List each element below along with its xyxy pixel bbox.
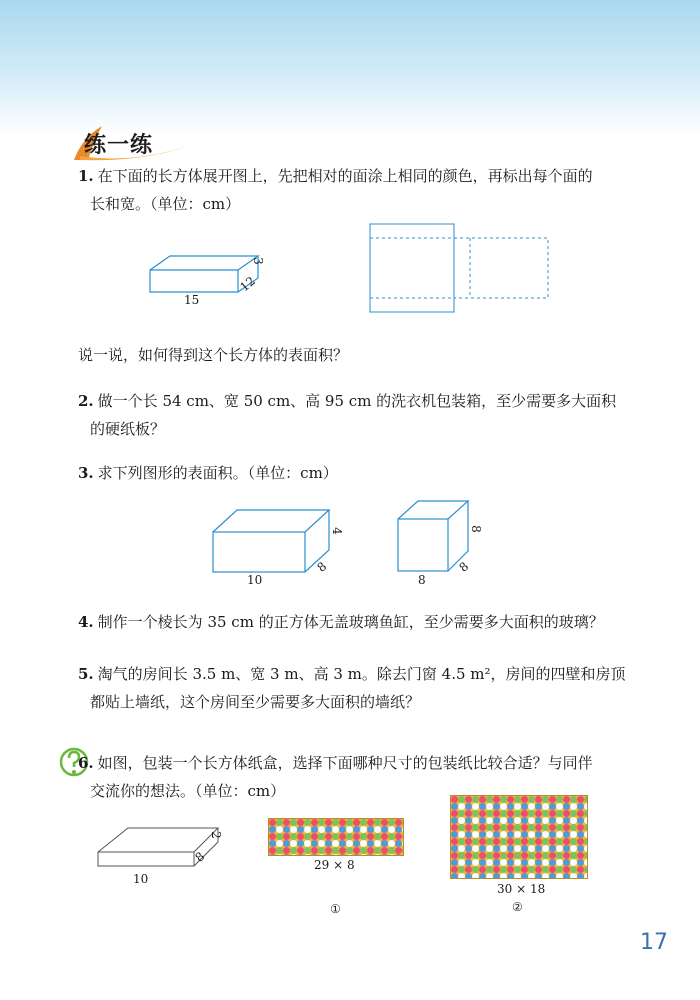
q3-fig1-width: 8 [314, 559, 330, 575]
question-text: 的硬纸板？ [90, 420, 166, 438]
q3-fig2-length: 8 [418, 573, 426, 587]
section-title-text: 练一练 [84, 133, 154, 158]
q6-box-diagram [92, 820, 232, 880]
question-text: 制作一个棱长为 35 cm 的正方体无盖玻璃鱼缸，至少需要多大面积的玻璃？ [97, 613, 604, 631]
question-text: 在下面的长方体展开图上，先把相对的面涂上相同的颜色，再标出每个面的 [97, 167, 593, 185]
question-number: 4. [78, 613, 94, 631]
question-text: 都贴上墙纸，这个房间至少需要多大面积的墙纸？ [90, 693, 421, 711]
q6-box-height: 2 [208, 831, 223, 839]
q6-box-width: 8 [192, 849, 208, 865]
question-number: 5. [78, 665, 94, 683]
question-number: 2. [78, 392, 94, 410]
paper-2-size: 30 × 18 [497, 882, 546, 896]
question-number: 1. [78, 167, 94, 185]
question-text: 做一个长 54 cm、宽 50 cm、高 95 cm 的洗衣机包装箱，至少需要多大面积 [97, 392, 617, 410]
question-number: 3. [78, 464, 94, 482]
q6-box-length: 10 [133, 872, 149, 886]
paper-1-label: ① [330, 902, 341, 916]
q1-length-label: 15 [184, 293, 200, 307]
question-text: 长和宽。（单位：cm） [90, 195, 241, 213]
question-text: 淘气的房间长 3.5 m、宽 3 m、高 3 m。除去门窗 4.5 m²，房间的四壁和房顶 [97, 665, 626, 683]
followup-text: 说一说，如何得到这个长方体的表面积？ [78, 346, 349, 364]
question-text: 交流你的想法。（单位：cm） [90, 782, 286, 800]
q1-height-label: 3 [250, 257, 265, 265]
page-number: 17 [640, 930, 668, 955]
q1-followup [78, 341, 348, 369]
q1-width-label: 12 [237, 273, 258, 295]
section-title [72, 118, 192, 162]
question-4 [78, 608, 604, 636]
q1-net-diagram [360, 218, 560, 318]
question-2 [78, 387, 616, 443]
question-3 [78, 459, 338, 487]
q3-fig1-height: 4 [329, 527, 344, 535]
question-number: 6. [78, 754, 94, 772]
question-1 [78, 162, 593, 218]
q3-fig1-length: 10 [247, 573, 263, 587]
q3-fig2-width: 8 [456, 559, 472, 575]
q3-fig2-height: 8 [468, 525, 483, 533]
wrapping-paper-1 [268, 818, 404, 856]
question-text: 求下列图形的表面积。（单位：cm） [97, 464, 338, 482]
question-text: 如图，包装一个长方体纸盒，选择下面哪种尺寸的包装纸比较合适？与同伴 [97, 754, 593, 772]
wrapping-paper-2 [450, 795, 588, 879]
question-5 [78, 660, 626, 716]
header-band [0, 0, 700, 135]
paper-2-label: ② [512, 900, 523, 914]
paper-1-size: 29 × 8 [314, 858, 355, 872]
